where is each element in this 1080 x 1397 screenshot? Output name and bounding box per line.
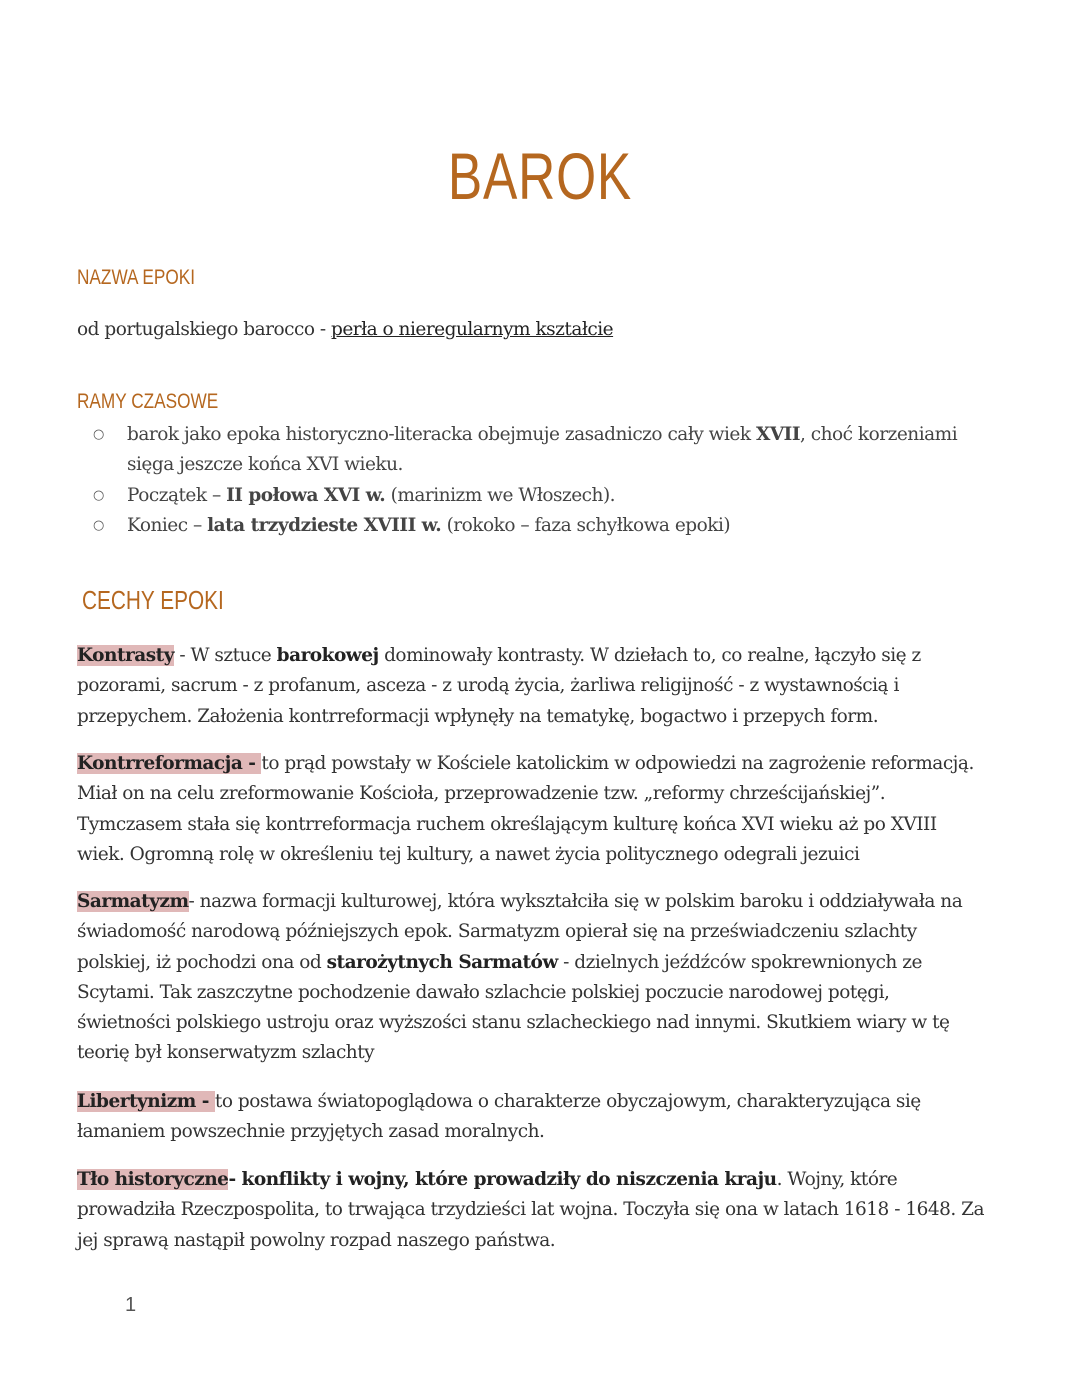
nazwa-text: od portugalskiego barocco - — [77, 319, 331, 340]
list-item: ○ Koniec – lata trzydzieste XVIII w. (rokoko – faza schyłkowa epoki) — [77, 511, 977, 541]
term-libertynizm: Libertynizm - — [77, 1091, 215, 1112]
list-item: ○ barok jako epoka historyczno-literacka obejmuje zasadniczo cały wiek XVII, choć korzeniami sięga jeszcze końca XVI wieku. — [77, 420, 977, 481]
term-sarmatyzm: Sarmatyzm — [77, 891, 189, 912]
kontrreformacja-paragraph: Kontrreformacja - to prąd powstały w Kościele katolickim w odpowiedzi na zagrożenie reformacją. Miał on na celu zreformowanie Kościoła, przeprowadzenie tzw. „reformy chrześcijańskiej”. Tymczasem stała się kontrreformacja ruchem określającym kulturę końca XVI wieku aż po XVIII wiek. Ogromną rolę w określeniu tej kultury, a nawet życia politycznego odegrali jezuici — [77, 753, 974, 865]
libertynizm-paragraph: Libertynizm - to postawa światopoglądowa o charakterze obyczajowym, charakteryzująca się łamaniem powszechnie przyjętych zasad moralnych. — [77, 1091, 921, 1143]
list-item: ○ Początek – II połowa XVI w. (marinizm we Włoszech). — [77, 481, 977, 511]
sarmatyzm-paragraph: Sarmatyzm- nazwa formacji kulturowej, która wykształciła się w polskim baroku i oddziaływała na świadomość narodową późniejszych epok. Sarmatyzm opierał się na przeświadczeniu szlachty polskiej, iż pochodzi ona od starożytnych Sarmatów - dzielnych jeźdźców spokrewnionych ze Scytami. Tak zaszczytne pochodzenie dawało szlachcie polskiej poczucie narodowej potęgi, świetności polskiego ustroju oraz wyższości stanu szlacheckiego nad innymi. Skutkiem wiary w tę teorię był konserwatyzm szlachty — [77, 891, 963, 1064]
ramy-list — [77, 420, 977, 541]
heading-nazwa-epoki: NAZWA EPOKI — [77, 266, 196, 289]
term-kontrreformacja: Kontrreformacja - — [77, 753, 262, 774]
heading-cechy-epoki: CECHY EPOKI — [82, 585, 224, 615]
nazwa-paragraph — [77, 315, 987, 345]
page-number: 1 — [125, 1294, 137, 1316]
circle-bullet-icon: ○ — [93, 427, 104, 442]
kontrasty-paragraph: Kontrasty - W sztuce barokowej dominowały kontrasty. W dziełach to, co realne, łączyło się z pozorami, sacrum - z profanum, asceza - z urodą życia, żarliwa religijność - z wystawnością i przepychem. Założenia kontrreformacji wpłynęły na tematykę, bogactwo i przepych form. — [77, 645, 921, 727]
page-title: BAROK — [447, 139, 633, 213]
nazwa-underlined: perła o nieregularnym kształcie — [330, 319, 614, 340]
term-tlo-historyczne: Tło historyczne — [77, 1169, 229, 1190]
circle-bullet-icon: ○ — [93, 517, 104, 533]
heading-ramy-czasowe: RAMY CZASOWE — [77, 390, 219, 413]
circle-bullet-icon: ○ — [93, 487, 104, 503]
tlo-paragraph: Tło historyczne- konflikty i wojny, które prowadziły do niszczenia kraju. Wojny, które prowadziła Rzeczpospolita, to trwająca trzydzieści lat wojna. Toczyła się ona w latach 1618 - 1648. Za jej sprawą nastąpił powolny rozpad naszego państwa. — [77, 1169, 985, 1251]
term-kontrasty: Kontrasty — [77, 645, 174, 666]
